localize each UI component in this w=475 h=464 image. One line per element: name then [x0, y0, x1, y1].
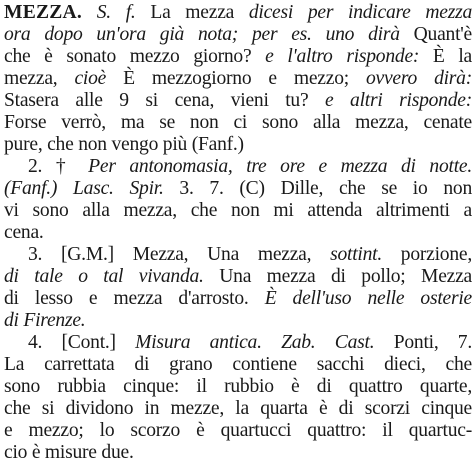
entry-line — [4, 112, 472, 134]
text-segment: 3. [G.M.] Mezza, Una mezza, — [28, 244, 331, 265]
text-segment: Quant'è — [399, 24, 472, 45]
text-segment: 2. † — [28, 156, 89, 177]
text-segment: sono rubbia cinque: il rubbio è di quattro quarte, — [4, 376, 472, 397]
text-segment: e mezzo; lo scorzo è quartucci quattro: il quartuc- — [4, 420, 472, 441]
entry-line — [4, 2, 472, 24]
italic-text: Misura antica. Zab. Cast. — [135, 332, 375, 353]
italic-text: ovvero dirà: — [365, 68, 473, 89]
entry-line — [4, 222, 472, 244]
entry-line — [4, 200, 472, 222]
italic-text: ora dopo un'ora già nota; per es. uno dirà — [4, 24, 400, 45]
text-segment: È la — [419, 46, 472, 67]
text-segment: Una mezza di pollo; Mezza — [203, 266, 472, 287]
italic-text: (Fanf.) — [4, 178, 58, 199]
entry-line — [4, 244, 472, 266]
text-segment: pure, che non vengo più (Fanf.) — [4, 134, 244, 155]
entry-line — [4, 354, 472, 376]
italic-text: È dell'uso nelle osterie — [264, 288, 472, 309]
entry-line — [4, 266, 472, 288]
entry-line — [4, 310, 472, 332]
dictionary-entry — [4, 2, 472, 464]
entry-line — [4, 420, 472, 442]
entry-line — [4, 376, 472, 398]
text-segment: mezza, — [4, 68, 75, 89]
text-segment: La mezza — [135, 2, 249, 23]
text-segment: che si dividono in mezze, la quarta è di scorzi cinque — [4, 398, 472, 419]
text-segment: vi sono alla mezza, che non mi attenda altrimenti a — [4, 200, 472, 221]
italic-text: Per antonomasia, tre ore e mezza di notte. — [88, 156, 472, 177]
text-segment: porzione, — [381, 244, 472, 265]
italic-text: sottint. — [330, 244, 382, 265]
text-segment: che è sonato mezzo giorno? — [4, 46, 266, 67]
entry-line — [4, 288, 472, 310]
headword: MEZZA. — [4, 2, 82, 23]
entry-line — [4, 332, 472, 354]
text-segment: di lesso e mezza d'arrosto. — [4, 288, 265, 309]
entry-line — [4, 156, 472, 178]
text-segment: 3. 7. (C) Dille, che se io non — [163, 178, 472, 199]
entry-line — [4, 90, 472, 112]
italic-text: Lasc. Spir. — [57, 178, 164, 199]
italic-text: e altri risponde: — [325, 90, 472, 111]
entry-line — [4, 178, 472, 200]
italic-text: cioè — [74, 68, 107, 89]
italic-text: di Firenze. — [4, 310, 86, 331]
italic-text: dicesi per indicare mezza — [248, 2, 473, 23]
text-segment: La carrettata di grano contiene sacchi dieci, che — [4, 354, 472, 375]
text-segment: È mezzogiorno e mezzo; — [106, 68, 366, 89]
text-segment: Forse verrò, ma se non ci sono alla mezza, cenate — [4, 112, 472, 133]
text-segment: Ponti, 7. — [374, 332, 473, 353]
italic-text: e l'altro risponde: — [265, 46, 420, 67]
entry-line — [4, 398, 472, 420]
text-segment: cena. — [4, 222, 44, 243]
text-segment: Stasera alle 9 si cena, vieni tu? — [4, 90, 326, 111]
entry-line — [4, 134, 472, 156]
text-segment: cio è misure due. — [4, 442, 134, 463]
italic-text: di tale o tal vivanda. — [4, 266, 204, 287]
entry-line — [4, 442, 472, 464]
text-segment: 4. [Cont.] — [28, 332, 136, 353]
text-segment — [82, 2, 97, 23]
entry-line — [4, 24, 472, 46]
entry-line — [4, 68, 472, 90]
entry-line — [4, 46, 472, 68]
italic-text: S. f. — [96, 2, 136, 23]
